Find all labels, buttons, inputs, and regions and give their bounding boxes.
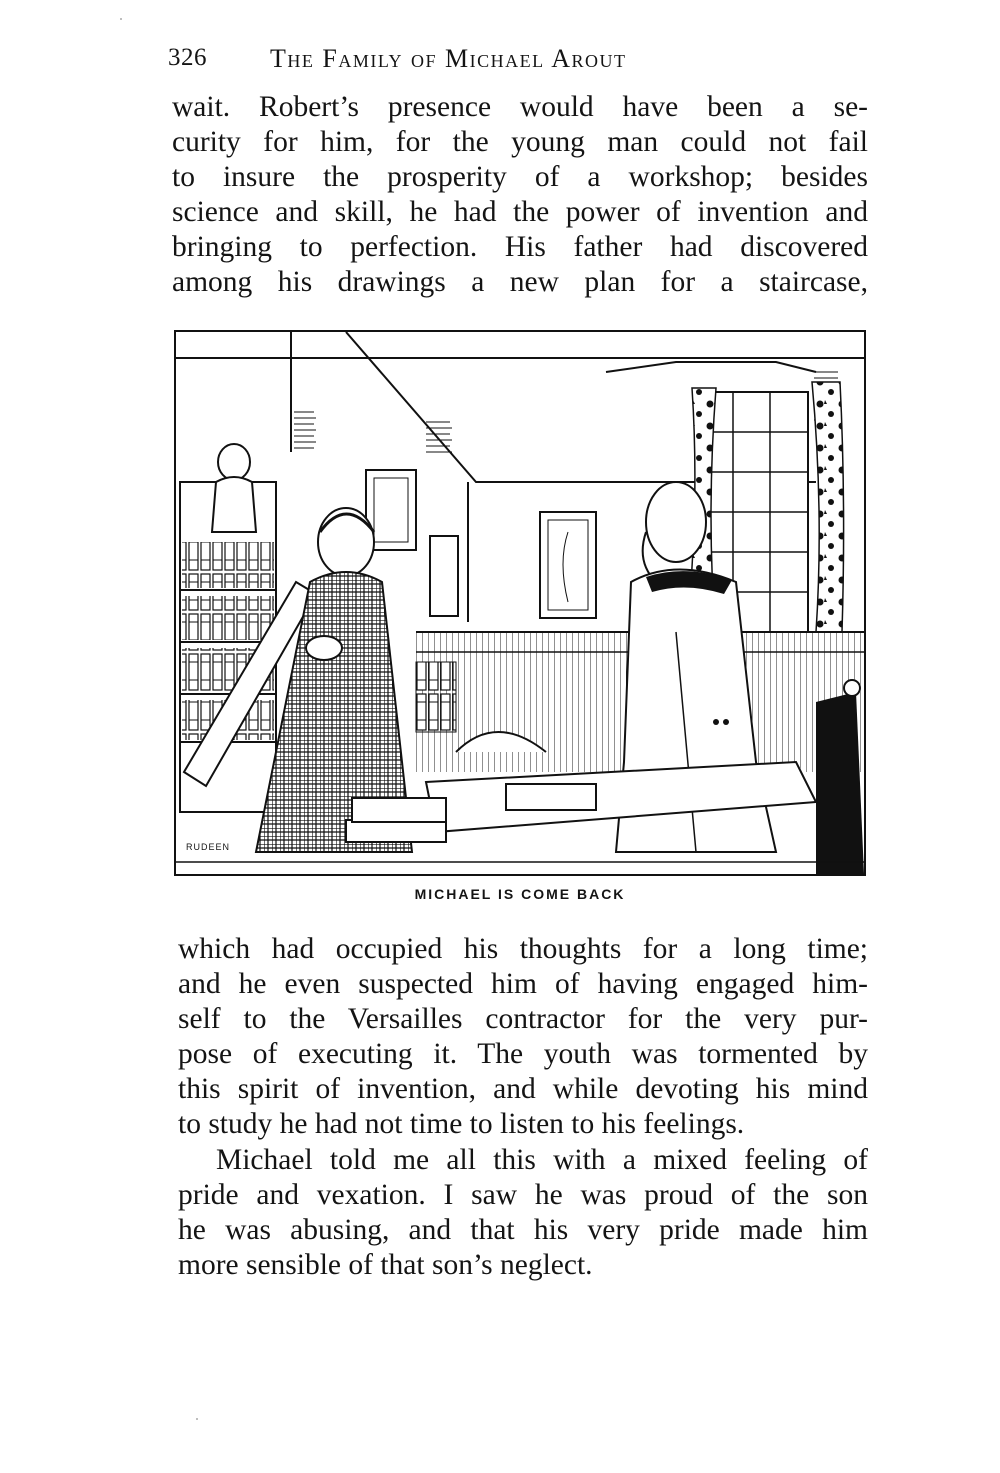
page-number: 326 — [168, 44, 207, 71]
running-head: The Family of Michael Arout — [270, 44, 627, 73]
paragraph-3 — [178, 1143, 868, 1283]
text-line: to insure the prosperity of a workshop; besides — [172, 161, 868, 193]
text-line: pose of executing it. The youth was tormented by — [178, 1038, 868, 1070]
paragraph-1 — [172, 90, 868, 300]
text-line: wait. Robert’s presence would have been a se- — [172, 91, 868, 123]
text-line: to study he had not time to listen to his feelings. — [178, 1108, 745, 1140]
paragraph-2 — [178, 932, 868, 1142]
page-header — [168, 40, 868, 80]
text-line: which had occupied his thoughts for a long time; — [178, 933, 868, 965]
text-line: bringing to perfection. His father had discovered — [172, 231, 868, 263]
illustration — [174, 330, 866, 876]
artist-signature: RUDEEN — [186, 842, 231, 852]
text-line: science and skill, he had the power of invention and — [172, 196, 868, 228]
text-line: self to the Versailles contractor for the very pur- — [178, 1003, 868, 1035]
illustration-drawing — [176, 332, 864, 874]
text-line: among his drawings a new plan for a staircase, — [172, 266, 868, 298]
margin-speck — [196, 1418, 198, 1420]
text-line: more sensible of that son’s neglect. — [178, 1249, 593, 1281]
text-line: and he even suspected him of having engaged him- — [178, 968, 868, 1000]
text-line: this spirit of invention, and while devoting his mind — [178, 1073, 868, 1105]
figure-caption: MICHAEL IS COME BACK — [414, 886, 626, 902]
text-line: Michael told me all this with a mixed feeling of — [216, 1144, 868, 1176]
text-line: pride and vexation. I saw he was proud of the son — [178, 1179, 868, 1211]
text-line: curity for him, for the young man could not fail — [172, 126, 868, 158]
margin-speck — [120, 18, 122, 20]
text-line: he was abusing, and that his very pride made him — [178, 1214, 868, 1246]
